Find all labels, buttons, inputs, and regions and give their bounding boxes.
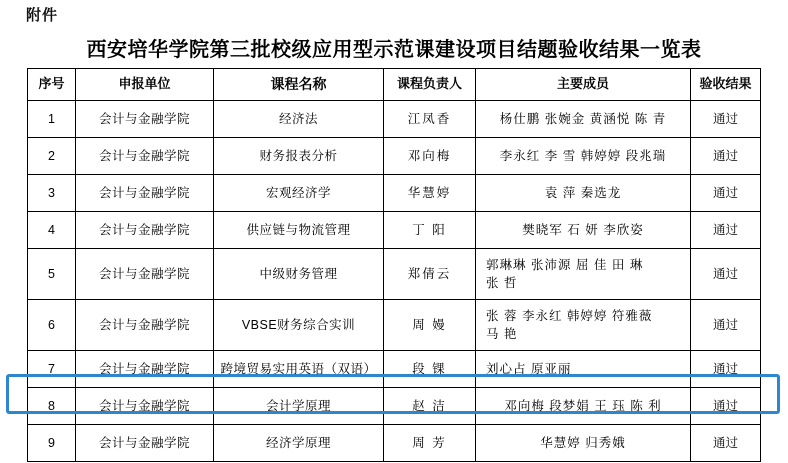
cell-no: 8 [28, 388, 76, 425]
cell-leader: 丁 阳 [384, 212, 476, 249]
cell-no: 6 [28, 300, 76, 351]
cell-leader: 赵 洁 [384, 388, 476, 425]
cell-no: 5 [28, 249, 76, 300]
cell-leader: 华慧婷 [384, 175, 476, 212]
table-row [28, 138, 761, 175]
cell-members [476, 351, 691, 388]
cell-course: 财务报表分析 [214, 138, 384, 175]
cell-members-line1: 华慧婷 归秀娥 [540, 435, 626, 450]
header-no: 序号 [28, 69, 76, 101]
cell-members-line2: 马 艳 [486, 327, 518, 341]
cell-result: 通过 [691, 249, 761, 300]
cell-no: 1 [28, 101, 76, 138]
page-title: 西安培华学院第三批校级应用型示范课建设项目结题验收结果一览表 [86, 39, 702, 61]
cell-members-line1: 刘心占 原亚丽 [486, 361, 572, 376]
cell-members-line1: 袁 萍 秦选龙 [544, 185, 622, 200]
cell-result: 通过 [691, 351, 761, 388]
cell-members [476, 138, 691, 175]
cell-members-line1: 郭琳琳 张沛源 屈 佳 田 琳 [486, 257, 644, 272]
cell-result: 通过 [691, 388, 761, 425]
table-row [28, 249, 761, 300]
cell-members [476, 249, 691, 300]
cell-no: 3 [28, 175, 76, 212]
cell-course: 中级财务管理 [214, 249, 384, 300]
cell-result: 通过 [691, 138, 761, 175]
cell-result: 通过 [691, 175, 761, 212]
cell-result: 通过 [691, 101, 761, 138]
cell-course: 会计学原理 [214, 388, 384, 425]
cell-no: 7 [28, 351, 76, 388]
cell-leader: 周 嫚 [384, 300, 476, 351]
cell-members [476, 101, 691, 138]
cell-unit: 会计与金融学院 [76, 351, 214, 388]
table-header-row [28, 69, 761, 101]
cell-members [476, 300, 691, 351]
table-row [28, 101, 761, 138]
results-table [27, 68, 761, 462]
header-unit: 申报单位 [76, 69, 214, 101]
table-row [28, 351, 761, 388]
results-table-container [27, 68, 760, 462]
cell-unit: 会计与金融学院 [76, 101, 214, 138]
cell-course: 跨境贸易实用英语（双语） [214, 351, 384, 388]
cell-leader: 郑倩云 [384, 249, 476, 300]
cell-members-line1: 李永红 李 雪 韩婷婷 段兆瑞 [499, 148, 667, 163]
cell-result: 通过 [691, 425, 761, 462]
cell-members [476, 388, 691, 425]
cell-unit: 会计与金融学院 [76, 138, 214, 175]
cell-unit: 会计与金融学院 [76, 212, 214, 249]
cell-course: 宏观经济学 [214, 175, 384, 212]
table-row [28, 425, 761, 462]
header-result: 验收结果 [691, 69, 761, 101]
cell-course: 经济学原理 [214, 425, 384, 462]
cell-members-line1: 邓向梅 段梦娟 王 珏 陈 利 [504, 398, 662, 413]
cell-course: VBSE财务综合实训 [214, 300, 384, 351]
cell-leader: 段 锞 [384, 351, 476, 388]
cell-members [476, 212, 691, 249]
cell-members-line1: 樊晓军 石 妍 李欣姿 [522, 222, 644, 237]
header-course: 课程名称 [214, 69, 384, 101]
table-row [28, 175, 761, 212]
cell-members-line2: 张 哲 [486, 276, 518, 290]
table-row-highlighted [28, 388, 761, 425]
table-row [28, 212, 761, 249]
cell-no: 4 [28, 212, 76, 249]
cell-members-line1: 杨仕鹏 张婉金 黄涵悦 陈 青 [499, 111, 667, 126]
header-members: 主要成员 [476, 69, 691, 101]
cell-unit: 会计与金融学院 [76, 175, 214, 212]
cell-leader: 江凤香 [384, 101, 476, 138]
cell-leader: 邓向梅 [384, 138, 476, 175]
cell-no: 2 [28, 138, 76, 175]
cell-course: 供应链与物流管理 [214, 212, 384, 249]
cell-result: 通过 [691, 300, 761, 351]
cell-members [476, 425, 691, 462]
cell-course: 经济法 [214, 101, 384, 138]
cell-leader: 周 芳 [384, 425, 476, 462]
header-leader: 课程负责人 [384, 69, 476, 101]
table-row [28, 300, 761, 351]
cell-result: 通过 [691, 212, 761, 249]
attachment-label: 附件 [26, 7, 59, 24]
cell-unit: 会计与金融学院 [76, 249, 214, 300]
cell-no: 9 [28, 425, 76, 462]
cell-unit: 会计与金融学院 [76, 425, 214, 462]
cell-members-line1: 张 蓉 李永红 韩婷婷 符雅薇 [486, 308, 653, 323]
cell-unit: 会计与金融学院 [76, 388, 214, 425]
cell-members [476, 175, 691, 212]
cell-unit: 会计与金融学院 [76, 300, 214, 351]
